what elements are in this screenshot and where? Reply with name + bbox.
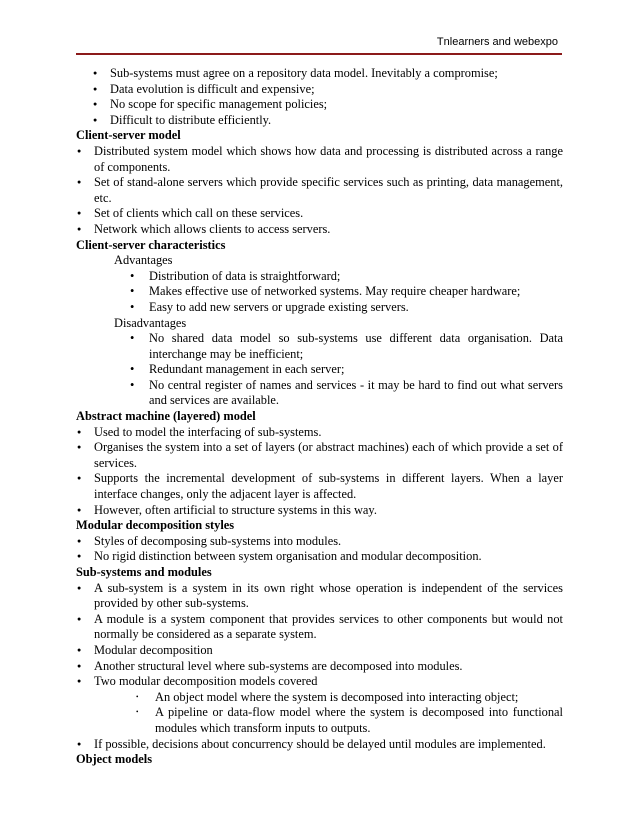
list-item: • Distribution of data is straightforward; (128, 269, 563, 285)
list-item: • An object model where the system is decomposed into interacting object; (134, 690, 563, 706)
list-item: • Easy to add new servers or upgrade existing servers. (128, 300, 563, 316)
page-header-text: Tnlearners and webexpo (436, 36, 558, 48)
list-item: ● Supports the incremental development of sub-systems in different layers. When a layer interface changes, only the adjacent layer is affected. (76, 471, 563, 502)
list-item (76, 674, 563, 736)
list-item: • No shared data model so sub-systems use different data organisation. Data interchange may be inefficient; (128, 331, 563, 362)
list-item: ● Sub-systems must agree on a repository data model. Inevitably a compromise; (92, 66, 563, 82)
list-item: ● No scope for specific management policies; (92, 97, 563, 113)
section-heading-subsystems-modules: Sub-systems and modules (76, 565, 212, 579)
list-item: ● Set of clients which call on these services. (76, 206, 563, 222)
list-item: ● If possible, decisions about concurrency should be delayed until modules are implemented. (76, 737, 563, 753)
list-item: ● Distributed system model which shows how data and processing is distributed across a range of components. (76, 144, 563, 175)
subsystems-modules-list (76, 581, 563, 753)
list-item: ● Data evolution is difficult and expensive; (92, 82, 563, 98)
section-heading-modular-decomposition: Modular decomposition styles (76, 518, 235, 533)
intro-bullet-list (76, 66, 563, 128)
list-item: ● Network which allows clients to access servers. (76, 222, 563, 238)
header-rule (76, 53, 562, 55)
document-body (76, 66, 563, 768)
list-item: ● Organises the system into a set of layers (or abstract machines) each of which provide a set of services. (76, 440, 563, 471)
modular-decomposition-list (76, 534, 563, 565)
list-item: ● Another structural level where sub-systems are decomposed into modules. (76, 659, 563, 675)
list-item: ● However, often artificial to structure systems in this way. (76, 503, 563, 519)
list-item: ● Modular decomposition (76, 643, 563, 659)
section-heading-client-server-model: Client-server model (76, 128, 181, 143)
section-heading-abstract-machine: Abstract machine (layered) model (76, 409, 256, 424)
list-item: • Makes effective use of networked systems. May require cheaper hardware; (128, 284, 563, 300)
list-item: ● Styles of decomposing sub-systems into modules. (76, 534, 563, 550)
list-item: ● Set of stand-alone servers which provide specific services such as printing, data management, etc. (76, 175, 563, 206)
section-heading-object-models: Object models (76, 752, 153, 767)
list-item: • No central register of names and services - it may be hard to find out what servers and services are available. (128, 378, 563, 409)
list-item-text: Two modular decomposition models covered (94, 674, 318, 689)
client-server-model-list (76, 144, 563, 238)
decomposition-models-list (94, 690, 563, 737)
list-item: ● Difficult to distribute efficiently. (92, 113, 563, 129)
list-item: • A pipeline or data-flow model where the system is decomposed into functional modules which transform inputs to outputs. (134, 705, 563, 736)
section-heading-client-server-characteristics: Client-server characteristics (76, 237, 226, 252)
abstract-machine-list (76, 425, 563, 519)
list-item: • Redundant management in each server; (128, 362, 563, 378)
advantages-list (76, 269, 563, 316)
disadvantages-label: Disadvantages (114, 315, 187, 330)
disadvantages-list (76, 331, 563, 409)
advantages-label: Advantages (114, 253, 173, 268)
list-item: ● A sub-system is a system in its own right whose operation is independent of the services provided by other sub-systems. (76, 581, 563, 612)
list-item: ● A module is a system component that provides services to other components but would not normally be considered as a separate system. (76, 612, 563, 643)
list-item: ● Used to model the interfacing of sub-systems. (76, 425, 563, 441)
list-item: ● No rigid distinction between system organisation and modular decomposition. (76, 549, 563, 565)
